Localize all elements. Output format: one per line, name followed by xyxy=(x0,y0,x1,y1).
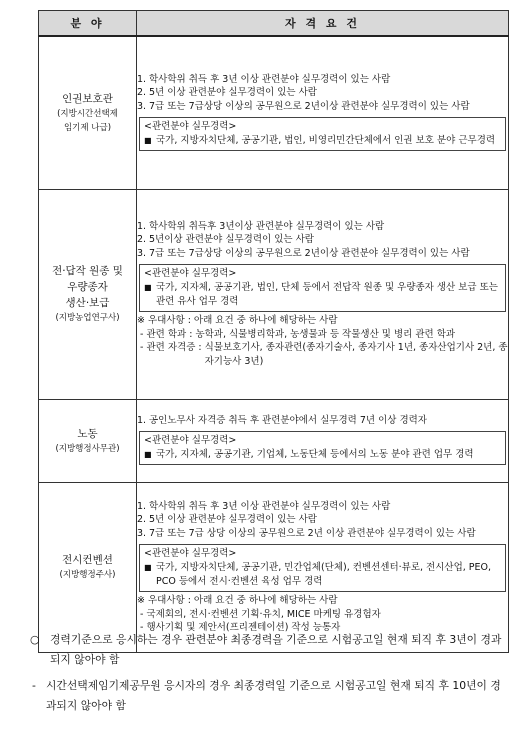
field-grade: (지방농업연구사) xyxy=(55,313,120,323)
preference-section xyxy=(137,594,508,635)
field-grade: 임기제 나급) xyxy=(63,122,112,133)
note-sub xyxy=(30,676,508,716)
field-cell xyxy=(39,36,137,189)
square-bullet-icon: ■ xyxy=(144,283,152,293)
note-sub-text: 시간선택제임기제공무원 응시자의 경우 최종경력일 기준으로 시험공고일 현재 퇴직 후 10년이 경과되지 않아야 함 xyxy=(46,679,501,712)
note-main-text: 경력기준으로 응시하는 경우 관련분야 최종경력을 기준으로 시험공고일 현재 퇴직 후 3년이 경과되지 않아야 함 xyxy=(50,633,502,666)
requirement-item: 2. 5년이상 관련분야 실무경력이 있는 사람 xyxy=(137,234,314,246)
preference-item: - 관련 학과 : 농학과, 식물병리학과, 농생물과 등 작물생산 및 병리 관련 학과 xyxy=(137,328,456,340)
square-bullet-icon: ■ xyxy=(144,563,152,572)
square-bullet-icon: ■ xyxy=(144,136,152,145)
box-title: <관련분야 실무경력> xyxy=(144,268,237,280)
requirements-table xyxy=(38,10,509,653)
field-name: 생산·보급 xyxy=(65,297,110,309)
table-row xyxy=(39,36,509,189)
field-grade: (지방행정사무관) xyxy=(55,443,120,454)
requirement-item: 3. 7급 또는 7급 상당 이상의 공무원으로 2년 이상 관련분야 실무경력이 있는 사람 xyxy=(137,527,476,539)
preference-title: ※ 우대사항 : 아래 요건 중 하나에 해당하는 사람 xyxy=(137,595,338,606)
related-experience-box xyxy=(139,431,506,465)
preference-title: ※ 우대사항 : 아래 요건 중 하나에 해당하는 사람 xyxy=(137,315,338,327)
field-grade: (지방행정주사) xyxy=(59,570,116,580)
box-item: ■ 국가, 지방자치단체, 공공기관, 법인, 비영리민간단체에서 인권 보호 분야 근무경력 xyxy=(144,135,496,146)
field-cell xyxy=(39,482,137,652)
requirements-cell xyxy=(137,399,509,482)
requirement-item: 1. 학사학위 취득 후 3년 이상 관련분야 실무경력이 있는 사람 xyxy=(137,500,391,512)
table-row xyxy=(39,399,509,482)
requirement-item: 1. 학사학위 취득후 3년이상 관련분야 실무경력이 있는 사람 xyxy=(137,220,385,232)
table-row xyxy=(39,482,509,652)
note-main xyxy=(30,630,508,670)
preference-item: - 관련 자격증 : 식물보호기사, 종자관련(종자기술사, 종자기사 1년, 종자산업기사 2년, 종자기능사 3년) xyxy=(137,342,508,367)
field-name: 인권보호관 xyxy=(62,92,113,105)
requirement-item: 2. 5년 이상 관련분야 실무경력이 있는 사람 xyxy=(137,514,317,525)
preference-item: - 국제회의, 전시·컨벤션 기획·유치, MICE 마케팅 유경험자 xyxy=(137,608,381,620)
notes-section xyxy=(30,630,508,716)
box-item: ■ 국가, 지자체, 공공기관, 기업체, 노동단체 등에서의 노동 분야 관련 업무 경력 xyxy=(144,449,474,461)
requirements-cell xyxy=(137,482,509,652)
field-grade: (지방시간선택제 xyxy=(57,108,118,119)
square-bullet-icon: ■ xyxy=(144,450,152,460)
field-cell xyxy=(39,189,137,399)
dash-bullet: - xyxy=(32,679,36,692)
header-requirements: 자 격 요 건 xyxy=(137,11,509,37)
box-item: ■ 국가, 지방자치단체, 공공기관, 민간업체(단체), 컨벤션센터·뷰로, 전시산업, PEO, PCO 등에서 전시·컨벤션 육성 업무 경력 xyxy=(144,562,492,587)
field-name: 전시컨벤션 xyxy=(62,554,113,566)
header-field: 분 야 xyxy=(39,11,137,37)
related-experience-box xyxy=(139,117,506,151)
related-experience-box xyxy=(139,544,506,592)
related-experience-box xyxy=(139,264,506,312)
preference-item: - 행사기획 및 제안서(프리젠테이션) 작성 능통자 xyxy=(137,622,341,633)
box-item: ■ 국가, 지자체, 공공기관, 법인, 단체 등에서 전답작 원종 및 우량종자 생산 보급 또는 관련 유사 업무 경력 xyxy=(144,282,498,308)
requirement-item: 1. 공인노무사 자격증 취득 후 관련분야에서 실무경력 7년 이상 경력자 xyxy=(137,414,427,426)
requirements-cell xyxy=(137,36,509,189)
field-cell xyxy=(39,399,137,482)
preference-section xyxy=(137,314,508,368)
requirement-item: 3. 7급 또는 7급상당 이상의 공무원으로 2년이상 관련분야 실무경력이 있는 사람 xyxy=(137,100,470,112)
table-row xyxy=(39,189,509,399)
requirement-item: 1. 학사학위 취득 후 3년 이상 관련분야 실무경력이 있는 사람 xyxy=(137,73,391,85)
box-title: <관련분야 실무경력> xyxy=(144,548,237,559)
field-name: 노동 xyxy=(77,427,98,440)
box-title: <관련분야 실무경력> xyxy=(144,435,237,447)
box-title: <관련분야 실무경력> xyxy=(144,121,237,132)
field-name: 전·답작 원종 및 xyxy=(52,265,123,277)
requirements-cell xyxy=(137,189,509,399)
field-name: 우량종자 xyxy=(67,281,108,293)
table-header-row xyxy=(39,11,509,37)
requirement-item: 2. 5년 이상 관련분야 실무경력이 있는 사람 xyxy=(137,87,317,98)
requirement-item: 3. 7급 또는 7급상당 이상의 공무원으로 2년이상 관련분야 실무경력이 있는 사람 xyxy=(137,247,470,259)
circle-bullet-icon: ○ xyxy=(30,633,40,646)
